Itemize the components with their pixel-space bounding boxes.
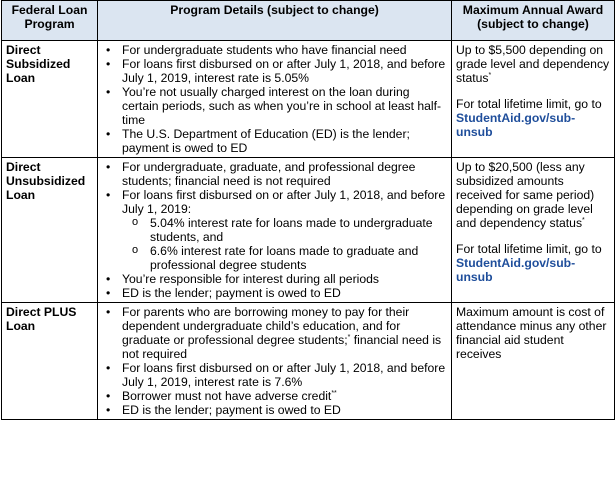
award-amount: Up to $5,500 depending on grade level and dependency status	[456, 43, 610, 85]
detail-item	[122, 389, 448, 403]
detail-item: • You’re responsible for interest during all periods	[122, 272, 448, 286]
program-name: Direct PLUS Loan	[2, 303, 98, 420]
detail-item-text: For loans first disbursed on or after July 1, 2018, and before July 1, 2019:	[122, 188, 446, 216]
lifetime-limit-note: For total lifetime limit, go to	[456, 97, 602, 111]
footnote-mark: *	[347, 334, 351, 341]
loan-programs-table	[1, 0, 615, 420]
detail-item	[122, 305, 448, 361]
sub-detail-item: o 5.04% interest rate for loans made to undergraduate students, and	[150, 216, 448, 244]
detail-item-text: Borrower must not have adverse credit	[122, 389, 332, 403]
program-details	[98, 303, 452, 420]
table-row-direct-unsubsidized	[2, 158, 615, 303]
table-row-direct-plus	[2, 303, 615, 420]
header-maximum-annual-award: Maximum Annual Award (subject to change)	[452, 1, 615, 41]
program-name: Direct Subsidized Loan	[2, 41, 98, 158]
detail-item-text-cont: financial need is not required	[122, 333, 442, 361]
studentaid-link[interactable]: StudentAid.gov/sub-unsub	[456, 111, 576, 139]
award-amount: Up to $20,500 (less any subsidized amounts received for same period) depending on grade level and dependency status	[456, 160, 595, 230]
max-annual-award	[452, 158, 615, 303]
footnote-mark: *	[582, 217, 585, 224]
max-annual-award	[452, 303, 615, 420]
detail-item: • For loans first disbursed on or after July 1, 2018, and before July 1, 2019, interest rate is 7.6%	[122, 361, 448, 389]
sub-detail-item: o 6.6% interest rate for loans made to graduate and professional degree students	[150, 244, 448, 272]
detail-item: • For undergraduate, graduate, and professional degree students; financial need is not required	[122, 160, 448, 188]
table-row-direct-subsidized	[2, 41, 615, 158]
program-details	[98, 41, 452, 158]
studentaid-link[interactable]: StudentAid.gov/sub-unsub	[456, 256, 576, 284]
detail-item-text: For parents who are borrowing money to pay for their dependent undergraduate child’s education, and for graduate or professional degree students;	[122, 305, 410, 347]
program-name: Direct Unsubsidized Loan	[2, 158, 98, 303]
program-details	[98, 158, 452, 303]
header-row	[2, 1, 615, 41]
footnote-mark: **	[331, 390, 337, 397]
detail-item	[122, 188, 448, 272]
detail-item: • For undergraduate students who have financial need	[122, 43, 448, 57]
header-program-details: Program Details (subject to change)	[98, 1, 452, 41]
detail-item: • ED is the lender; payment is owed to ED	[122, 403, 448, 417]
detail-item: • You’re not usually charged interest on the loan during certain periods, such as when you’re in school at least half-time	[122, 85, 448, 127]
lifetime-limit-note: For total lifetime limit, go to	[456, 242, 602, 256]
footnote-mark: *	[488, 72, 492, 79]
detail-item: • The U.S. Department of Education (ED) is the lender; payment is owed to ED	[122, 127, 448, 155]
detail-item: • For loans first disbursed on or after July 1, 2018, and before July 1, 2019, interest rate is 5.05%	[122, 57, 448, 85]
detail-item: • ED is the lender; payment is owed to ED	[122, 286, 448, 300]
max-annual-award	[452, 41, 615, 158]
award-amount: Maximum amount is cost of attendance minus any other financial aid student receives	[456, 305, 607, 361]
header-federal-loan-program: Federal Loan Program	[2, 1, 98, 41]
